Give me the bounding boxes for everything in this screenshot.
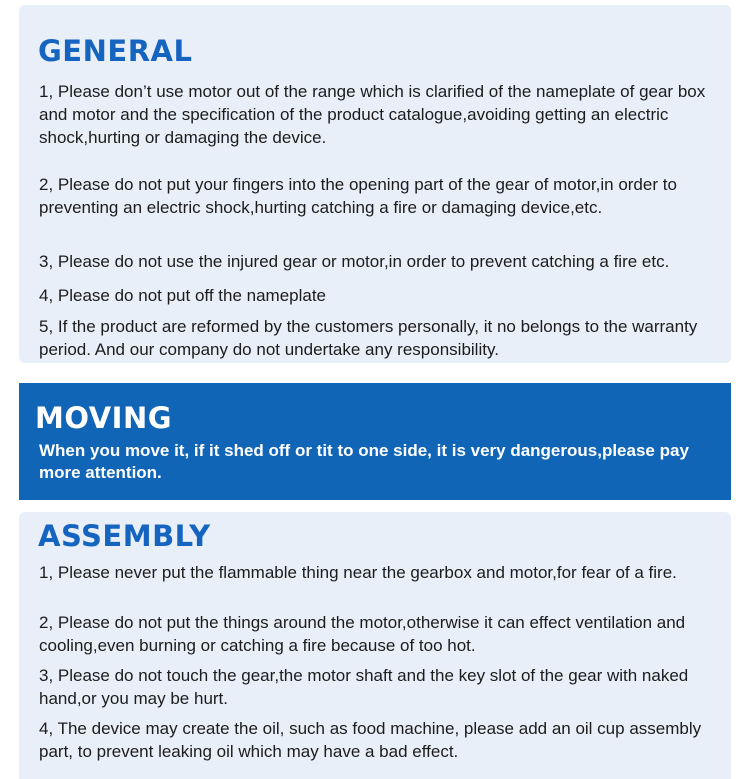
- general-item-4: 4, Please do not put off the nameplate: [39, 286, 327, 305]
- general-item-3: 3, Please do not use the injured gear or motor,in order to prevent catching a fire etc.: [39, 252, 670, 271]
- moving-heading: MOVING: [35, 401, 173, 435]
- general-heading: GENERAL: [38, 34, 193, 68]
- general-item-5: 5, If the product are reformed by the customers personally, it no belongs to the warranty period. And our company do not undertake any responsibility.: [39, 317, 698, 359]
- assembly-item-3: 3, Please do not touch the gear,the motor shaft and the key slot of the gear with naked hand,or you may be hurt.: [39, 666, 689, 708]
- general-item-1: 1, Please don’t use motor out of the range which is clarified of the nameplate of gear box and motor and the specification of the product catalogue,avoiding getting an electric shock,hurting or damaging the device.: [39, 82, 706, 147]
- assembly-item-4: 4, The device may create the oil, such as food machine, please add an oil cup assembly part, to prevent leaking oil which may have a bad effect.: [39, 719, 702, 761]
- moving-text: When you move it, if it shed off or tit to one side, it is very dangerous,please pay more attention.: [39, 441, 689, 482]
- assembly-heading: ASSEMBLY: [38, 519, 211, 553]
- general-item-2: 2, Please do not put your fingers into the opening part of the gear of motor,in order to preventing an electric shock,hurting catching a fire or damaging device,etc.: [39, 175, 677, 217]
- assembly-item-1: 1, Please never put the flammable thing near the gearbox and motor,for fear of a fire.: [39, 563, 677, 582]
- assembly-item-2: 2, Please do not put the things around the motor,otherwise it can effect ventilation and cooling,even burning or catching a fire because of too hot.: [39, 613, 686, 655]
